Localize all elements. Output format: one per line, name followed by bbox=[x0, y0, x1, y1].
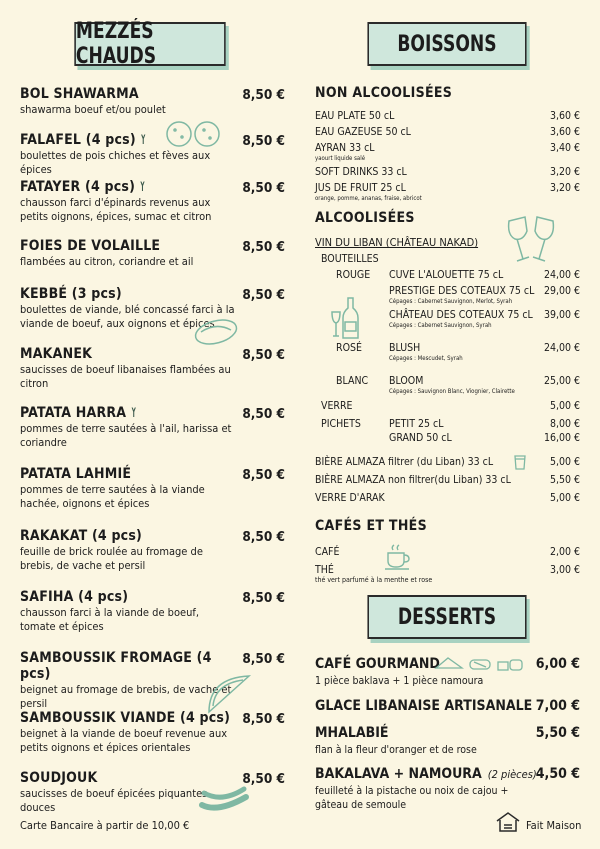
mezze-name-text: FALAFEL (4 pcs) bbox=[20, 132, 136, 148]
desserts-header bbox=[367, 595, 526, 639]
mezze-description: saucisses de boeuf libanaises flambées au citron bbox=[20, 363, 231, 390]
petit-price: 8,00 € bbox=[549, 418, 580, 430]
mezze-name bbox=[20, 286, 235, 302]
mezze-item bbox=[20, 710, 235, 755]
cafe-label: CAFÉ bbox=[315, 546, 340, 558]
beer-glass-icon bbox=[513, 454, 527, 470]
dessert-name-text: BAKALAVA + NAMOURA bbox=[315, 766, 482, 782]
dessert-name-text: GLACE LIBANAISE ARTISANALE bbox=[315, 698, 533, 714]
drink-name: AYRAN 33 cL bbox=[315, 142, 375, 154]
cafe-price: 2,00 € bbox=[549, 546, 580, 558]
mezzes-title: MEZZÉS CHAUDS bbox=[75, 19, 157, 69]
mezze-name bbox=[20, 86, 235, 102]
mezze-description: flambées au citron, coriandre et ail bbox=[20, 255, 194, 268]
drink-price: 3,40 € bbox=[549, 142, 580, 154]
drink-name: BIÈRE ALMAZA filtrer (du Liban) 33 cL bbox=[315, 456, 494, 468]
dessert-price: 5,50 € bbox=[535, 725, 580, 741]
mezze-price: 8,50 € bbox=[242, 711, 285, 727]
falafel-icon bbox=[165, 118, 225, 150]
mezze-name-text: FOIES DE VOLAILLE bbox=[20, 238, 161, 254]
the-label: THÉ bbox=[315, 564, 334, 576]
mezze-description: chausson farci à la viande de boeuf, tomate et épices bbox=[20, 606, 199, 633]
desserts-title: DESSERTS bbox=[397, 604, 497, 630]
dessert-description: 1 pièce baklava + 1 pièce namoura bbox=[315, 675, 484, 687]
wine-grapes: Cépages : Cabernet Sauvignon, Syrah bbox=[389, 322, 492, 329]
mezze-price: 8,50 € bbox=[242, 467, 285, 483]
drink-name: VERRE D'ARAK bbox=[315, 492, 385, 504]
vegetarian-leaf-icon: ߌ bbox=[131, 406, 137, 421]
non-alc-title: NON ALCOOLISÉES bbox=[315, 85, 453, 101]
mezze-price: 8,50 € bbox=[242, 287, 285, 303]
drink-price: 3,20 € bbox=[549, 182, 580, 194]
dessert-price: 6,00 € bbox=[535, 656, 580, 672]
mezze-price: 8,50 € bbox=[242, 87, 285, 103]
wine-name: BLOOM bbox=[389, 375, 424, 387]
mezze-price: 8,50 € bbox=[242, 651, 285, 667]
wine-grapes: Cépages : Mescudet, Syrah bbox=[389, 355, 463, 362]
mezze-name-text: KEBBÉ (3 pcs) bbox=[20, 286, 122, 302]
mezze-name-text: SAMBOUSSIK VIANDE (4 pcs) bbox=[20, 710, 231, 726]
bouteilles-label: BOUTEILLES bbox=[321, 253, 379, 265]
drink-price: 5,00 € bbox=[549, 456, 580, 468]
drink-note: orange, pomme, ananas, fraise, abricot bbox=[315, 195, 422, 202]
mezze-name bbox=[20, 346, 235, 362]
dessert-name-text: CAFÉ GOURMAND bbox=[315, 656, 440, 672]
drink-note: yaourt liquide salé bbox=[315, 155, 366, 162]
dessert-name bbox=[315, 766, 537, 782]
mezze-name-text: SAFIHA (4 pcs) bbox=[20, 589, 129, 605]
drink-price: 3,20 € bbox=[549, 166, 580, 178]
mezze-price: 8,50 € bbox=[242, 406, 285, 422]
mezze-description: pommes de terre sautées à la viande hachée, oignons et épices bbox=[20, 483, 205, 510]
mezze-name bbox=[20, 770, 235, 786]
drink-price: 5,50 € bbox=[549, 474, 580, 486]
mezze-item bbox=[20, 650, 235, 711]
mezze-description: beignet au fromage de brebis, de vache et persil bbox=[20, 683, 232, 710]
wine-grapes: Cépages : Sauvignon Blanc, Viognier, Clairette bbox=[389, 388, 515, 395]
wine-price: 24,00 € bbox=[543, 269, 580, 281]
drink-name: EAU PLATE 50 cL bbox=[315, 110, 395, 122]
mezze-name-text: PATATA HARRA bbox=[20, 405, 127, 421]
mezze-name bbox=[20, 710, 235, 726]
wine-price: 39,00 € bbox=[543, 309, 580, 321]
mezze-name bbox=[20, 405, 235, 421]
wine-glasses-icon bbox=[503, 215, 559, 265]
mezze-item bbox=[20, 179, 235, 224]
rouge-label: ROUGE bbox=[336, 269, 371, 281]
vegetarian-leaf-icon: ߌ bbox=[140, 133, 146, 148]
coffee-cup-icon bbox=[383, 543, 413, 571]
mezze-item bbox=[20, 86, 235, 117]
mezze-description: saucisses de boeuf épicées piquantes douces bbox=[20, 787, 208, 814]
dessert-name bbox=[315, 656, 440, 672]
drink-name: BIÈRE ALMAZA non filtrer(du Liban) 33 cL bbox=[315, 474, 511, 486]
mezze-name-text: PATATA LAHMIÉ bbox=[20, 466, 132, 482]
mezze-description: chausson farci d'épinards revenus aux petits oignons, épices, sumac et citron bbox=[20, 196, 212, 223]
dessert-price: 7,00 € bbox=[535, 698, 580, 714]
mezze-name-text: MAKANEK bbox=[20, 346, 93, 362]
dessert-description: feuilleté à la pistache ou noix de cajou + gâteau de semoule bbox=[315, 785, 509, 811]
mezze-item bbox=[20, 405, 235, 450]
grand-label: GRAND 50 cL bbox=[389, 432, 452, 444]
vin-title: VIN DU LIBAN (CHÂTEAU NAKAD) bbox=[315, 236, 479, 249]
drink-price: 3,60 € bbox=[549, 110, 580, 122]
mezze-price: 8,50 € bbox=[242, 347, 285, 363]
samboussik-icon bbox=[205, 672, 253, 716]
mezze-price: 8,50 € bbox=[242, 590, 285, 606]
drink-price: 3,60 € bbox=[549, 126, 580, 138]
mezze-description: feuille de brick roulée au fromage de brebis, de vache et persil bbox=[20, 545, 203, 572]
sausage-icon bbox=[198, 787, 252, 813]
boissons-header bbox=[367, 22, 526, 66]
mezzes-header bbox=[74, 19, 225, 69]
boissons-title: BOISSONS bbox=[397, 31, 497, 57]
pichets-label: PICHETS bbox=[321, 418, 361, 430]
rose-label: ROSÉ bbox=[336, 342, 362, 354]
the-price: 3,00 € bbox=[549, 564, 580, 576]
wine-name: CUVE L'ALOUETTE 75 cL bbox=[389, 269, 504, 281]
mezze-name-text: FATAYER (4 pcs) bbox=[20, 179, 136, 195]
mezze-price: 8,50 € bbox=[242, 529, 285, 545]
drink-name: EAU GAZEUSE 50 cL bbox=[315, 126, 411, 138]
cafes-title: CAFÉS ET THÉS bbox=[315, 518, 427, 534]
mezze-description: pommes de terre sautées à l'ail, harissa et coriandre bbox=[20, 422, 232, 449]
mezze-name bbox=[20, 528, 235, 544]
wine-price: 29,00 € bbox=[543, 285, 580, 297]
mezze-price: 8,50 € bbox=[242, 133, 285, 149]
card-footer: Carte Bancaire à partir de 10,00 € bbox=[20, 819, 190, 832]
mezze-name bbox=[20, 179, 235, 195]
mezze-name bbox=[20, 650, 235, 682]
vegetarian-leaf-icon: ߌ bbox=[140, 180, 145, 195]
mezze-name-text: SAMBOUSSIK FROMAGE (4 pcs) bbox=[20, 650, 212, 682]
fait-maison-label: Fait Maison bbox=[526, 819, 582, 832]
dessert-name bbox=[315, 725, 389, 741]
mezze-description: boulettes de viande, blé concassé farci à la viande de boeuf, aux oignons et épices bbox=[20, 303, 235, 330]
wine-price: 25,00 € bbox=[543, 375, 580, 387]
house-icon bbox=[495, 811, 521, 833]
blanc-label: BLANC bbox=[336, 375, 369, 387]
mezze-item bbox=[20, 346, 235, 391]
grand-price: 16,00 € bbox=[543, 432, 580, 444]
mezze-price: 8,50 € bbox=[242, 239, 285, 255]
wine-grapes: Cépages : Cabernet Sauvignon, Merlot, Syrah bbox=[389, 298, 513, 305]
mezze-description: shawarma boeuf et/ou poulet bbox=[20, 103, 166, 116]
mezze-name-text: SOUDJOUK bbox=[20, 770, 98, 786]
drink-price: 5,00 € bbox=[549, 492, 580, 504]
petit-label: PETIT 25 cL bbox=[389, 418, 444, 430]
wine-price: 24,00 € bbox=[543, 342, 580, 354]
mezze-item bbox=[20, 238, 235, 269]
wine-name: PRESTIGE DES COTEAUX 75 cL bbox=[389, 285, 535, 297]
wine-name: BLUSH bbox=[389, 342, 421, 354]
mezze-price: 8,50 € bbox=[242, 180, 285, 196]
mezze-item bbox=[20, 589, 235, 634]
mezze-name-text: RAKAKAT (4 pcs) bbox=[20, 528, 142, 544]
dessert-name-suffix: (2 pièces) bbox=[487, 768, 537, 781]
drink-name: SOFT DRINKS 33 cL bbox=[315, 166, 407, 178]
mezze-description: boulettes de pois chiches et fèves aux épices bbox=[20, 149, 211, 176]
mezze-name bbox=[20, 238, 235, 254]
dessert-price: 4,50 € bbox=[535, 766, 580, 782]
the-note: thé vert parfumé à la menthe et rose bbox=[315, 576, 433, 584]
verre-label: VERRE bbox=[321, 400, 353, 412]
dessert-description: flan à la fleur d'oranger et de rose bbox=[315, 744, 477, 756]
kebbe-icon bbox=[193, 318, 239, 346]
verre-price: 5,00 € bbox=[549, 400, 580, 412]
mezze-item bbox=[20, 466, 235, 511]
pastries-icon bbox=[434, 654, 526, 674]
mezze-name bbox=[20, 466, 235, 482]
drink-name: JUS DE FRUIT 25 cL bbox=[315, 182, 406, 194]
wine-name: CHÂTEAU DES COTEAUX 75 cL bbox=[389, 309, 533, 321]
mezze-price: 8,50 € bbox=[242, 771, 285, 787]
mezze-name bbox=[20, 589, 235, 605]
mezze-description: beignet à la viande de boeuf revenue aux petits oignons et épices orientales bbox=[20, 727, 228, 754]
mezze-item bbox=[20, 528, 235, 573]
alc-title: ALCOOLISÉES bbox=[315, 210, 415, 226]
dessert-name-text: MHALABIÉ bbox=[315, 725, 389, 741]
wine-bottle-icon bbox=[330, 296, 362, 340]
mezze-name-text: BOL SHAWARMA bbox=[20, 86, 139, 102]
dessert-name bbox=[315, 698, 532, 714]
